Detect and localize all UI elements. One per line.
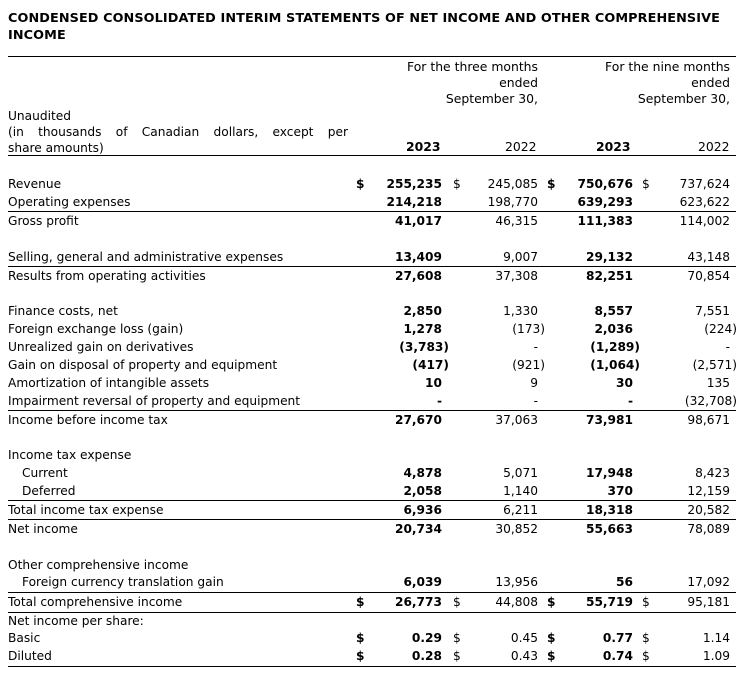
row-label: Total comprehensive income <box>8 595 183 609</box>
row-label: Gross profit <box>8 214 79 228</box>
value-ytd-2022: 1.14 <box>702 631 730 645</box>
value-ytd-2023: 370 <box>607 484 633 498</box>
table-row-eps-heading <box>8 612 736 630</box>
row-label: Income tax expense <box>8 448 132 462</box>
value-ytd-2023: 2,036 <box>594 322 633 336</box>
table-row-sga <box>8 248 736 266</box>
row-label: Selling, general and administrative expenses <box>8 250 284 264</box>
units-label: (in thousands of Canadian dollars, except per <box>8 125 348 139</box>
value-q-2022: (921) <box>512 358 545 372</box>
value-q-2022: 1,330 <box>503 304 538 318</box>
row-label: Finance costs, net <box>8 304 118 318</box>
value-ytd-2022: 98,671 <box>687 413 730 427</box>
value-q-2022: - <box>533 340 538 354</box>
value-q-2023: - <box>436 394 442 408</box>
value-ytd-2022: (224) <box>704 322 737 336</box>
value-q-2022: 37,063 <box>495 413 538 427</box>
value-ytd-2023: - <box>627 394 633 408</box>
value-ytd-2022: 17,092 <box>687 575 730 589</box>
row-label: Total income tax expense <box>8 503 164 517</box>
value-ytd-2022: (32,708) <box>684 394 737 408</box>
value-q-2023: 27,608 <box>394 269 442 283</box>
value-q-2022: 198,770 <box>487 195 538 209</box>
year-header-2022-q: 2022 <box>505 139 537 154</box>
row-label: Deferred <box>22 484 76 498</box>
row-label: Net income per share: <box>8 614 144 628</box>
value-q-2022: 37,308 <box>495 269 538 283</box>
value-ytd-2023: 750,676 <box>577 177 633 191</box>
value-ytd-2023: 17,948 <box>585 466 633 480</box>
row-label: Results from operating activities <box>8 269 206 283</box>
header-rule <box>8 155 736 156</box>
row-label: Amortization of intangible assets <box>8 376 210 390</box>
table-row-tax-current <box>8 464 736 482</box>
table-row-results-operating <box>8 267 736 285</box>
table-row-eps-basic <box>8 629 736 647</box>
value-q-2023: 255,235 <box>386 177 442 191</box>
currency-symbol: $ <box>453 595 461 609</box>
value-ytd-2022: 623,622 <box>679 195 730 209</box>
value-q-2022: 9 <box>530 376 538 390</box>
value-ytd-2022: 78,089 <box>687 522 730 536</box>
value-ytd-2023: 111,383 <box>577 214 633 228</box>
period-header-three-months <box>380 59 538 107</box>
value-q-2022: 5,071 <box>503 466 538 480</box>
value-ytd-2022: 1.09 <box>702 649 730 663</box>
table-row-gain-disposal <box>8 356 736 374</box>
currency-symbol: $ <box>453 649 461 663</box>
value-ytd-2022: 70,854 <box>687 269 730 283</box>
currency-symbol: $ <box>356 177 365 191</box>
table-row-income-tax-heading <box>8 446 736 464</box>
top-rule <box>8 56 736 57</box>
row-label: Gain on disposal of property and equipment <box>8 358 278 372</box>
table-row-total-tax <box>8 501 736 519</box>
value-ytd-2023: 8,557 <box>594 304 633 318</box>
value-q-2023: 214,218 <box>386 195 442 209</box>
row-label: Other comprehensive income <box>8 558 189 572</box>
currency-symbol: $ <box>547 631 556 645</box>
value-q-2022: 46,315 <box>495 214 538 228</box>
row-label: Operating expenses <box>8 195 131 209</box>
row-label: Foreign currency translation gain <box>22 575 224 589</box>
value-ytd-2023: 82,251 <box>585 269 633 283</box>
currency-symbol: $ <box>547 649 556 663</box>
value-ytd-2022: 8,423 <box>695 466 730 480</box>
value-ytd-2022: 114,002 <box>679 214 730 228</box>
value-q-2023: 0.28 <box>411 649 442 663</box>
currency-symbol: $ <box>453 631 461 645</box>
period-header-nine-months <box>570 59 730 107</box>
table-row-tax-deferred <box>8 482 736 500</box>
value-ytd-2022: 12,159 <box>687 484 730 498</box>
value-ytd-2022: 20,582 <box>687 503 730 517</box>
value-q-2023: 6,039 <box>403 575 442 589</box>
table-row-amortization <box>8 374 736 392</box>
value-ytd-2023: 639,293 <box>577 195 633 209</box>
value-q-2023: 13,409 <box>394 250 442 264</box>
value-ytd-2022: 43,148 <box>687 250 730 264</box>
statement-title: CONDENSED CONSOLIDATED INTERIM STATEMENTS OF NET INCOME AND OTHER COMPREHENSIVE INCOME <box>8 11 720 43</box>
value-q-2023: 4,878 <box>403 466 442 480</box>
period-header-line: ended <box>691 75 730 90</box>
value-q-2023: 1,278 <box>403 322 442 336</box>
value-q-2023: (3,783) <box>399 340 449 354</box>
table-row-revenue <box>8 175 736 193</box>
value-ytd-2023: 29,132 <box>585 250 633 264</box>
value-q-2022: 1,140 <box>503 484 538 498</box>
row-label: Diluted <box>8 649 52 663</box>
currency-symbol: $ <box>453 177 461 191</box>
table-row-gross-profit <box>8 212 736 230</box>
value-q-2022: 6,211 <box>503 503 538 517</box>
value-ytd-2023: 55,663 <box>585 522 633 536</box>
period-header-line: For the three months <box>407 59 538 74</box>
value-q-2023: 41,017 <box>394 214 442 228</box>
units-note <box>8 108 348 156</box>
unaudited-label: Unaudited <box>8 109 71 123</box>
value-q-2022: 0.45 <box>510 631 538 645</box>
value-ytd-2023: 56 <box>616 575 633 589</box>
value-q-2023: 26,773 <box>394 595 442 609</box>
value-ytd-2022: 737,624 <box>679 177 730 191</box>
value-q-2022: 44,808 <box>495 595 538 609</box>
value-q-2023: 10 <box>425 376 442 390</box>
year-header-2023-q: 2023 <box>406 139 441 154</box>
value-q-2023: 27,670 <box>394 413 442 427</box>
value-ytd-2022: - <box>725 340 730 354</box>
value-ytd-2023: 0.77 <box>602 631 633 645</box>
table-row-operating-expenses <box>8 193 736 211</box>
value-q-2023: 0.29 <box>411 631 442 645</box>
value-ytd-2023: (1,289) <box>590 340 640 354</box>
currency-symbol: $ <box>547 177 556 191</box>
row-label: Income before income tax <box>8 413 168 427</box>
year-header-2023-ytd: 2023 <box>596 139 631 154</box>
currency-symbol: $ <box>642 177 650 191</box>
table-row-income-before-tax <box>8 411 736 429</box>
value-q-2022: 0.43 <box>510 649 538 663</box>
value-q-2023: 20,734 <box>394 522 442 536</box>
table-row-fx-loss <box>8 320 736 338</box>
table-row-fx-translation <box>8 573 736 591</box>
currency-symbol: $ <box>547 595 556 609</box>
currency-symbol: $ <box>642 595 650 609</box>
row-label: Basic <box>8 631 41 645</box>
value-ytd-2023: (1,064) <box>590 358 640 372</box>
table-row-impairment-reversal <box>8 392 736 410</box>
table-row-finance-costs <box>8 302 736 320</box>
table-row-net-income <box>8 520 736 538</box>
currency-symbol: $ <box>642 649 650 663</box>
row-label: Net income <box>8 522 78 536</box>
period-header-line: For the nine months <box>605 59 730 74</box>
value-q-2022: (173) <box>512 322 545 336</box>
row-label: Unrealized gain on derivatives <box>8 340 194 354</box>
currency-symbol: $ <box>356 631 365 645</box>
row-label: Current <box>22 466 68 480</box>
period-header-line: September 30, <box>637 91 730 106</box>
period-header-line: September 30, <box>445 91 538 106</box>
row-label: Impairment reversal of property and equipment <box>8 394 301 408</box>
value-ytd-2023: 0.74 <box>602 649 633 663</box>
period-header-line: ended <box>499 75 538 90</box>
value-q-2022: 9,007 <box>503 250 538 264</box>
table-row-unrealized-gain <box>8 338 736 356</box>
value-q-2022: 30,852 <box>495 522 538 536</box>
value-q-2023: (417) <box>412 358 449 372</box>
bottom-rule <box>8 666 736 667</box>
currency-symbol: $ <box>356 649 365 663</box>
value-ytd-2023: 18,318 <box>585 503 633 517</box>
value-q-2022: 13,956 <box>495 575 538 589</box>
value-ytd-2022: 95,181 <box>687 595 730 609</box>
table-row-oci-heading <box>8 556 736 574</box>
value-q-2023: 6,936 <box>403 503 442 517</box>
value-ytd-2022: (2,571) <box>692 358 737 372</box>
value-q-2023: 2,850 <box>403 304 442 318</box>
value-q-2022: - <box>533 394 538 408</box>
currency-symbol: $ <box>356 595 365 609</box>
value-ytd-2023: 55,719 <box>585 595 633 609</box>
value-q-2023: 2,058 <box>403 484 442 498</box>
table-row-eps-diluted <box>8 647 736 665</box>
value-ytd-2023: 73,981 <box>585 413 633 427</box>
value-ytd-2023: 30 <box>616 376 633 390</box>
currency-symbol: $ <box>642 631 650 645</box>
value-ytd-2022: 7,551 <box>695 304 730 318</box>
row-label: Revenue <box>8 177 62 191</box>
row-label: Foreign exchange loss (gain) <box>8 322 184 336</box>
year-header-2022-ytd: 2022 <box>698 139 730 154</box>
value-q-2022: 245,085 <box>487 177 538 191</box>
value-ytd-2022: 135 <box>706 376 730 390</box>
units-label-cont: share amounts) <box>8 141 104 155</box>
table-row-total-comprehensive <box>8 593 736 611</box>
